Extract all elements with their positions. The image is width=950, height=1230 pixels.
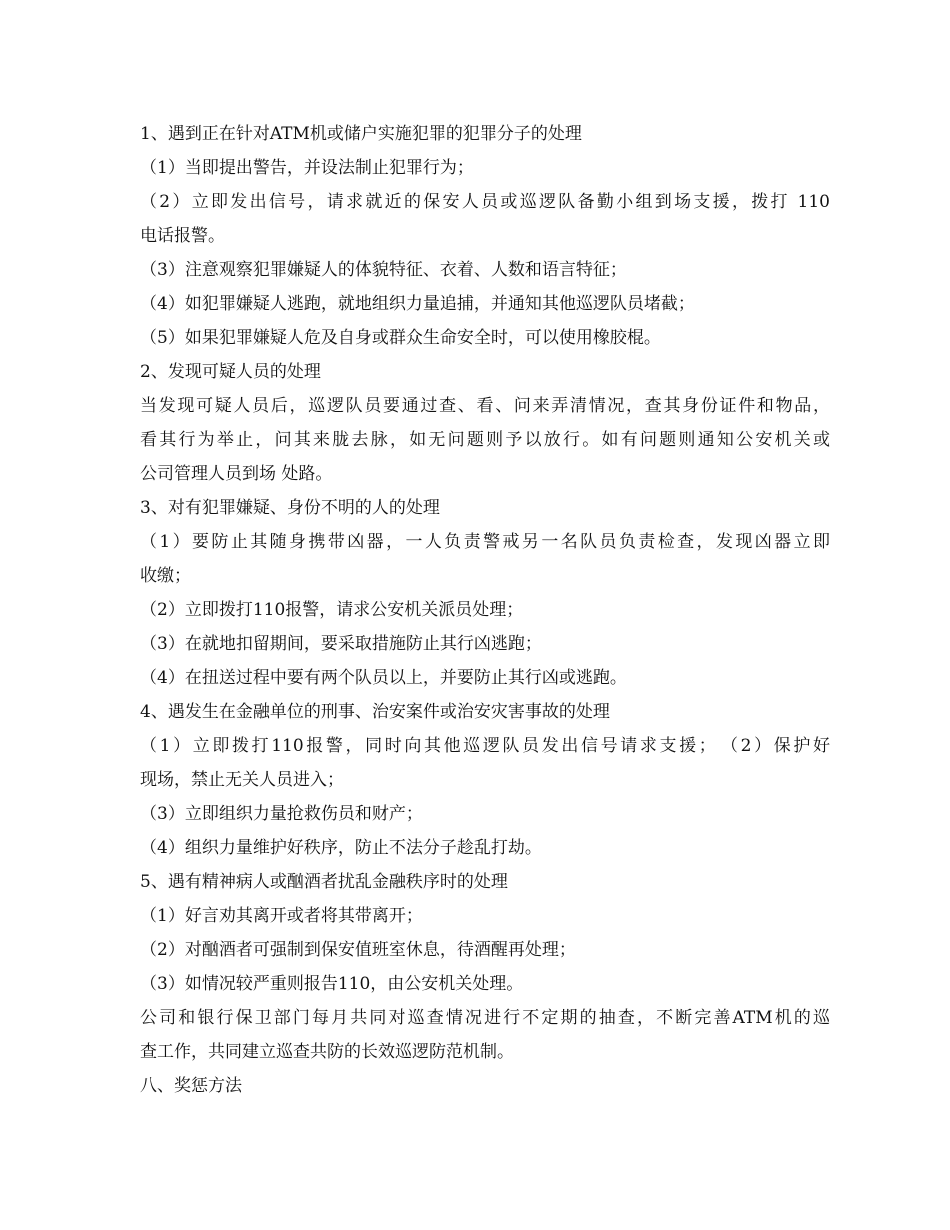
- paragraph-line: 电话报警。: [140, 226, 225, 246]
- paragraph-line: （5）如果犯罪嫌疑人危及自身或群众生命安全时，可以使用橡胶棍。: [140, 328, 661, 348]
- paragraph-line: （2）立即拨打110报警，请求公安机关派员处理；: [140, 600, 524, 620]
- section-heading-5: 5、遇有精神病人或酗酒者扰乱金融秩序时的处理: [140, 872, 508, 892]
- paragraph-line: （1）要防止其随身携带凶器，一人负责警戒另一名队员负责检查，发现凶器立即: [140, 532, 830, 552]
- paragraph-line: 看其行为举止，问其来胧去脉，如无问题则予以放行。如有问题则通知公安机关或: [140, 430, 830, 450]
- paragraph-line: （4）在扭送过程中要有两个队员以上，并要防止其行凶或逃跑。: [140, 668, 627, 688]
- paragraph-line: （3）如情况较严重则报告110，由公安机关处理。: [140, 974, 524, 994]
- paragraph-line: （1）好言劝其离开或者将其带离开；: [140, 906, 423, 926]
- section-heading-8: 八、奖惩方法: [140, 1076, 242, 1096]
- paragraph-line: 查工作，共同建立巡查共防的长效巡逻防范机制。: [140, 1042, 514, 1062]
- document-body: [140, 117, 830, 1103]
- paragraph-line: （1）当即提出警告，并设法制止犯罪行为；: [140, 158, 474, 178]
- paragraph-line: （3）立即组织力量抢救伤员和财产；: [140, 804, 423, 824]
- paragraph-line: （4）如犯罪嫌疑人逃跑，就地组织力量追捕，并通知其他巡逻队员堵截；: [140, 294, 695, 314]
- paragraph-line: （2）立即发出信号，请求就近的保安人员或巡逻队备勤小组到场支援，拨打 110: [140, 192, 830, 212]
- paragraph-line: （3）在就地扣留期间，要采取措施防止其行凶逃跑；: [140, 634, 542, 654]
- paragraph-line: 公司管理人员到场 处路。: [140, 464, 333, 484]
- paragraph-line: （4）组织力量维护好秩序，防止不法分子趁乱打劫。: [140, 838, 542, 858]
- section-heading-1: 1、遇到正在针对ATM机或储户实施犯罪的犯罪分子的处理: [140, 124, 582, 144]
- section-heading-2: 2、发现可疑人员的处理: [140, 362, 321, 382]
- paragraph-line: （3）注意观察犯罪嫌疑人的体貌特征、衣着、人数和语言特征；: [140, 260, 627, 280]
- paragraph-line: 收缴；: [140, 566, 191, 586]
- paragraph-line: （1）立即拨打110报警，同时向其他巡逻队员发出信号请求支援； （2）保护好: [140, 736, 830, 756]
- section-heading-4: 4、遇发生在金融单位的刑事、治安案件或治安灾害事故的处理: [140, 702, 610, 722]
- paragraph-line: 公司和银行保卫部门每月共同对巡查情况进行不定期的抽查，不断完善ATM机的巡: [140, 1008, 830, 1028]
- paragraph-line: 当发现可疑人员后，巡逻队员要通过查、看、问来弄清情况，查其身份证件和物品，: [140, 396, 830, 416]
- section-heading-3: 3、对有犯罪嫌疑、身份不明的人的处理: [140, 498, 440, 518]
- paragraph-line: （2）对酗酒者可强制到保安值班室休息，待酒醒再处理；: [140, 940, 576, 960]
- paragraph-line: 现场，禁止无关人员进入；: [140, 770, 344, 790]
